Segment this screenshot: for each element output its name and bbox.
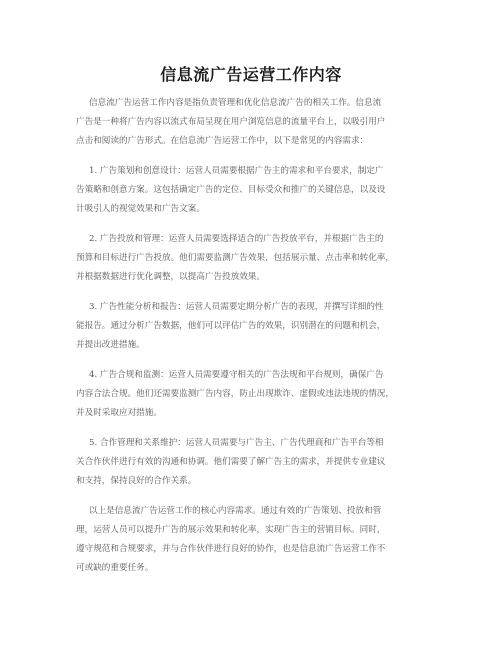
paragraph-line: 1. 广告策划和创意设计：运营人员需要根据广告主的需求和平台要求，制定广 bbox=[89, 166, 384, 176]
paragraph-line: 5. 合作管理和关系维护：运营人员需要与广告主、广告代理商和广告平台等相 bbox=[89, 438, 384, 448]
paragraph-line: 理，运营人员可以提升广告的展示效果和转化率，实现广告主的营销目标。同时， bbox=[76, 525, 386, 535]
section-paragraph-3 bbox=[76, 298, 436, 355]
paragraph-line: 和支持，保持良好的合作关系。 bbox=[76, 476, 197, 486]
paragraph-line: 广告是一种将广告内容以流式布局呈现在用户浏览信息的流量平台上，以吸引用户 bbox=[76, 117, 386, 127]
paragraph-line: 以上是信息流广告运营工作的核心内容需求。通过有效的广告策划、投放和管 bbox=[89, 506, 382, 516]
paragraph-line: 计吸引人的视觉效果和广告文案。 bbox=[76, 204, 205, 214]
section-paragraph-2 bbox=[76, 230, 436, 287]
section-paragraph-4 bbox=[76, 366, 436, 423]
paragraph-line: 预算和目标进行广告投放。他们需要监测广告效果，包括展示量、点击率和转化率， bbox=[76, 253, 394, 263]
paragraph-line: 关合作伙伴进行有效的沟通和协调。他们需要了解广告主的需求，并提供专业建议 bbox=[76, 457, 386, 467]
section-paragraph-1 bbox=[76, 162, 436, 219]
paragraph-line: 遵守规范和合规要求，并与合作伙伴进行良好的协作，也是信息流广告运营工作不 bbox=[76, 544, 386, 554]
paragraph-line: 告策略和创意方案。这包括确定广告的定位、目标受众和推广的关键信息，以及设 bbox=[76, 185, 386, 195]
paragraph-line: 能报告。通过分析广告数据，他们可以评估广告的效果，识别潜在的问题和机会， bbox=[76, 321, 386, 331]
paragraph-line: 并及时采取应对措施。 bbox=[76, 408, 162, 418]
paragraph-line: 可或缺的重要任务。 bbox=[76, 563, 154, 573]
paragraph-line: 并提出改进措施。 bbox=[76, 340, 145, 350]
document-title: 信息流广告运营工作内容 bbox=[160, 65, 342, 84]
section-paragraph-5 bbox=[76, 434, 436, 491]
paragraph-line: 点击和阅读的广告形式。在信息流广告运营工作中，以下是常见的内容需求： bbox=[76, 136, 369, 146]
paragraph-line: 4. 广告合规和监测：运营人员需要遵守相关的广告法规和平台规则，确保广告 bbox=[89, 370, 384, 380]
paragraph-line: 内容合法合规。他们还需要监测广告内容，防止出现欺诈、虚假或违法违规的情况， bbox=[76, 389, 394, 399]
paragraph-line: 3. 广告性能分析和报告：运营人员需要定期分析广告的表现，并撰写详细的性 bbox=[89, 302, 384, 312]
intro-paragraph bbox=[76, 94, 436, 151]
conclusion-paragraph bbox=[76, 502, 436, 578]
paragraph-line: 2. 广告投放和管理：运营人员需要选择适合的广告投放平台，并根据广告主的 bbox=[89, 234, 384, 244]
paragraph-line: 并根据数据进行优化调整，以提高广告投放效果。 bbox=[76, 272, 266, 282]
paragraph-line: 信息流广告运营工作内容是指负责管理和优化信息流广告的相关工作。信息流 bbox=[89, 98, 382, 108]
